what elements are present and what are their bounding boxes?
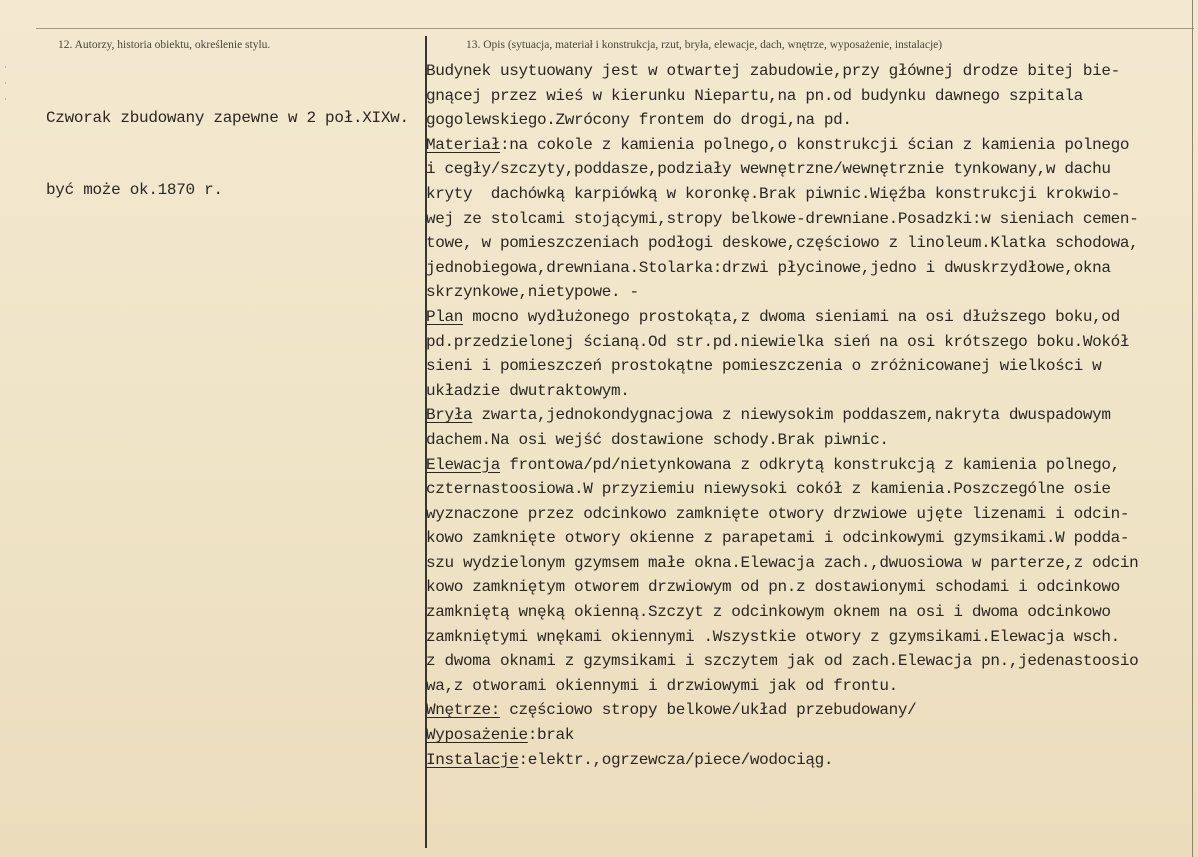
line-text: zamkniętymi wnękami okiennymi .Wszystkie otwory z gzymsikami.Elewacja wsch. xyxy=(426,627,1120,646)
description-line xyxy=(426,59,1196,84)
line-text: czternastoosiowa.W przyziemiu niewysoki cokół z kamienia.Poszczególne osie xyxy=(426,480,1111,499)
description-line xyxy=(426,674,1196,699)
description-line xyxy=(426,182,1196,207)
section-label: Elewacja xyxy=(426,455,501,474)
line-text: częściowo stropy belkowe/układ przebudowany/ xyxy=(500,701,917,720)
description-line xyxy=(426,625,1196,650)
description-line xyxy=(426,526,1196,551)
line-text: kowo zamknięte otwory okienne z parapetami i odcinkowymi gzymsikami.W podda- xyxy=(426,529,1130,548)
right-column xyxy=(426,59,1196,772)
description-line xyxy=(426,477,1196,502)
section-label: Bryła xyxy=(426,406,473,425)
description-line xyxy=(426,108,1196,133)
description-line xyxy=(426,231,1196,256)
line-text: gnącej przez wieś w kierunku Niepartu,na pn.od budynku dawnego szpitala xyxy=(426,86,1083,105)
description-line xyxy=(426,453,1196,478)
line-text: :elektr.,ogrzewcza/piece/wodociąg. xyxy=(518,750,834,769)
section-label: Wyposażenie xyxy=(426,726,528,745)
header-right: 13. Opis (sytuacja, materiał i konstrukcja, rzut, bryła, elewacje, dach, wnętrze, wyposażenie, instalacje) xyxy=(466,39,943,51)
line-text: i cegły/szczyty,poddasze,podziały wewnętrzne/wewnętrznie tynkowany,w dachu xyxy=(426,160,1111,179)
line-text: kryty dachówką karpiówką w koronkę.Brak piwnic.Więźba konstrukcji krokwio- xyxy=(426,184,1120,203)
description-line xyxy=(426,354,1196,379)
line-text: jednobiegowa,drewniana.Stolarka:drzwi płycinowe,jedno i dwuskrzydłowe,okna xyxy=(426,258,1111,277)
line-text: frontowa/pd/nietynkowana z odkrytą konstrukcją z kamienia polnego, xyxy=(500,455,1120,474)
line-text: mocno wydłużonego prostokąta,z dwoma sieniami na osi dłuższego boku,od xyxy=(463,307,1120,326)
description-line xyxy=(426,207,1196,232)
description-line xyxy=(426,698,1196,723)
description-line xyxy=(426,330,1196,355)
description-line xyxy=(426,84,1196,109)
line-text: szu wydzielonym gzymsem małe okna.Elewacja zach.,dwuosiowa w parterze,z odcin xyxy=(426,553,1139,572)
left-line: Czworak zbudowany zapewne w 2 poł.XIXw. xyxy=(46,109,409,127)
line-text: sieni i pomieszczeń prostokątne pomieszczenia o zróżnicowanej wielkości w xyxy=(426,357,1102,376)
description-line xyxy=(426,133,1196,158)
line-text: towe, w pomieszczeniach podłogi deskowe,częściowo z linoleum.Klatka schodowa, xyxy=(426,234,1139,253)
line-text: wyznaczone przez odcinkowo zamknięte otwory drzwiowe ujęte lizenami i odcin- xyxy=(426,504,1130,523)
line-text: pd.przedzielonej ścianą.Od str.pd.niewielka sień na osi krótszego boku.Wokół xyxy=(426,332,1130,351)
left-line: być może ok.1870 r. xyxy=(46,181,223,199)
line-text: wej ze stolcami stojącymi,stropy belkowe-drewniane.Posadzki:w sieniach cemen- xyxy=(426,209,1139,228)
description-line xyxy=(426,280,1196,305)
description-line xyxy=(426,256,1196,281)
section-label: Instalacje xyxy=(426,750,519,769)
line-text: gogolewskiego.Zwrócony frontem do drogi,na pd. xyxy=(426,111,852,130)
description-line xyxy=(426,403,1196,428)
line-text: układzie dwutraktowym. xyxy=(426,381,630,400)
section-label: Materiał xyxy=(426,135,501,154)
description-line xyxy=(426,649,1196,674)
line-text: z dwoma oknami z gzymsikami i szczytem jak od zach.Elewacja pn.,jedenastoosio xyxy=(426,652,1139,671)
line-text: wa,z otworami okiennymi i drzwiowymi jak od frontu. xyxy=(426,676,898,695)
line-text: skrzynkowe,nietypowe. - xyxy=(426,283,639,302)
header-left: 12. Autorzy, historia obiektu, określenie stylu. xyxy=(58,39,271,51)
description-line xyxy=(426,157,1196,182)
line-text: Budynek usytuowany jest w otwartej zabudowie,przy głównej drodze bitej bie- xyxy=(426,62,1120,80)
description-line xyxy=(426,551,1196,576)
description-line xyxy=(426,428,1196,453)
line-text: zamkniętą wnęką okienną.Szczyt z odcinkowym oknem na osi i dwoma odcinkowo xyxy=(426,603,1111,622)
line-text: :brak xyxy=(527,726,575,745)
left-column xyxy=(46,58,426,250)
margin-marks: · · · xyxy=(4,63,7,105)
top-rule xyxy=(36,28,1194,29)
section-label: Plan xyxy=(426,307,464,326)
description-line xyxy=(426,748,1196,773)
line-text: kowo zamkniętym otworem drzwiowym od pn.z dostawionymi schodami i odcinkowo xyxy=(426,578,1120,597)
description-line xyxy=(426,600,1196,625)
line-text: dachem.Na osi wejść dostawione schody.Brak piwnic. xyxy=(426,430,889,449)
description-line xyxy=(426,575,1196,600)
description-line xyxy=(426,723,1196,748)
description-line xyxy=(426,379,1196,404)
section-label: Wnętrze: xyxy=(426,701,501,720)
line-text: :na cokole z kamienia polnego,o konstrukcji ścian z kamienia polnego xyxy=(500,135,1130,154)
description-line xyxy=(426,305,1196,330)
line-text: zwarta,jednokondygnacjowa z niewysokim poddaszem,nakryta dwuspadowym xyxy=(472,406,1111,425)
description-line xyxy=(426,502,1196,527)
